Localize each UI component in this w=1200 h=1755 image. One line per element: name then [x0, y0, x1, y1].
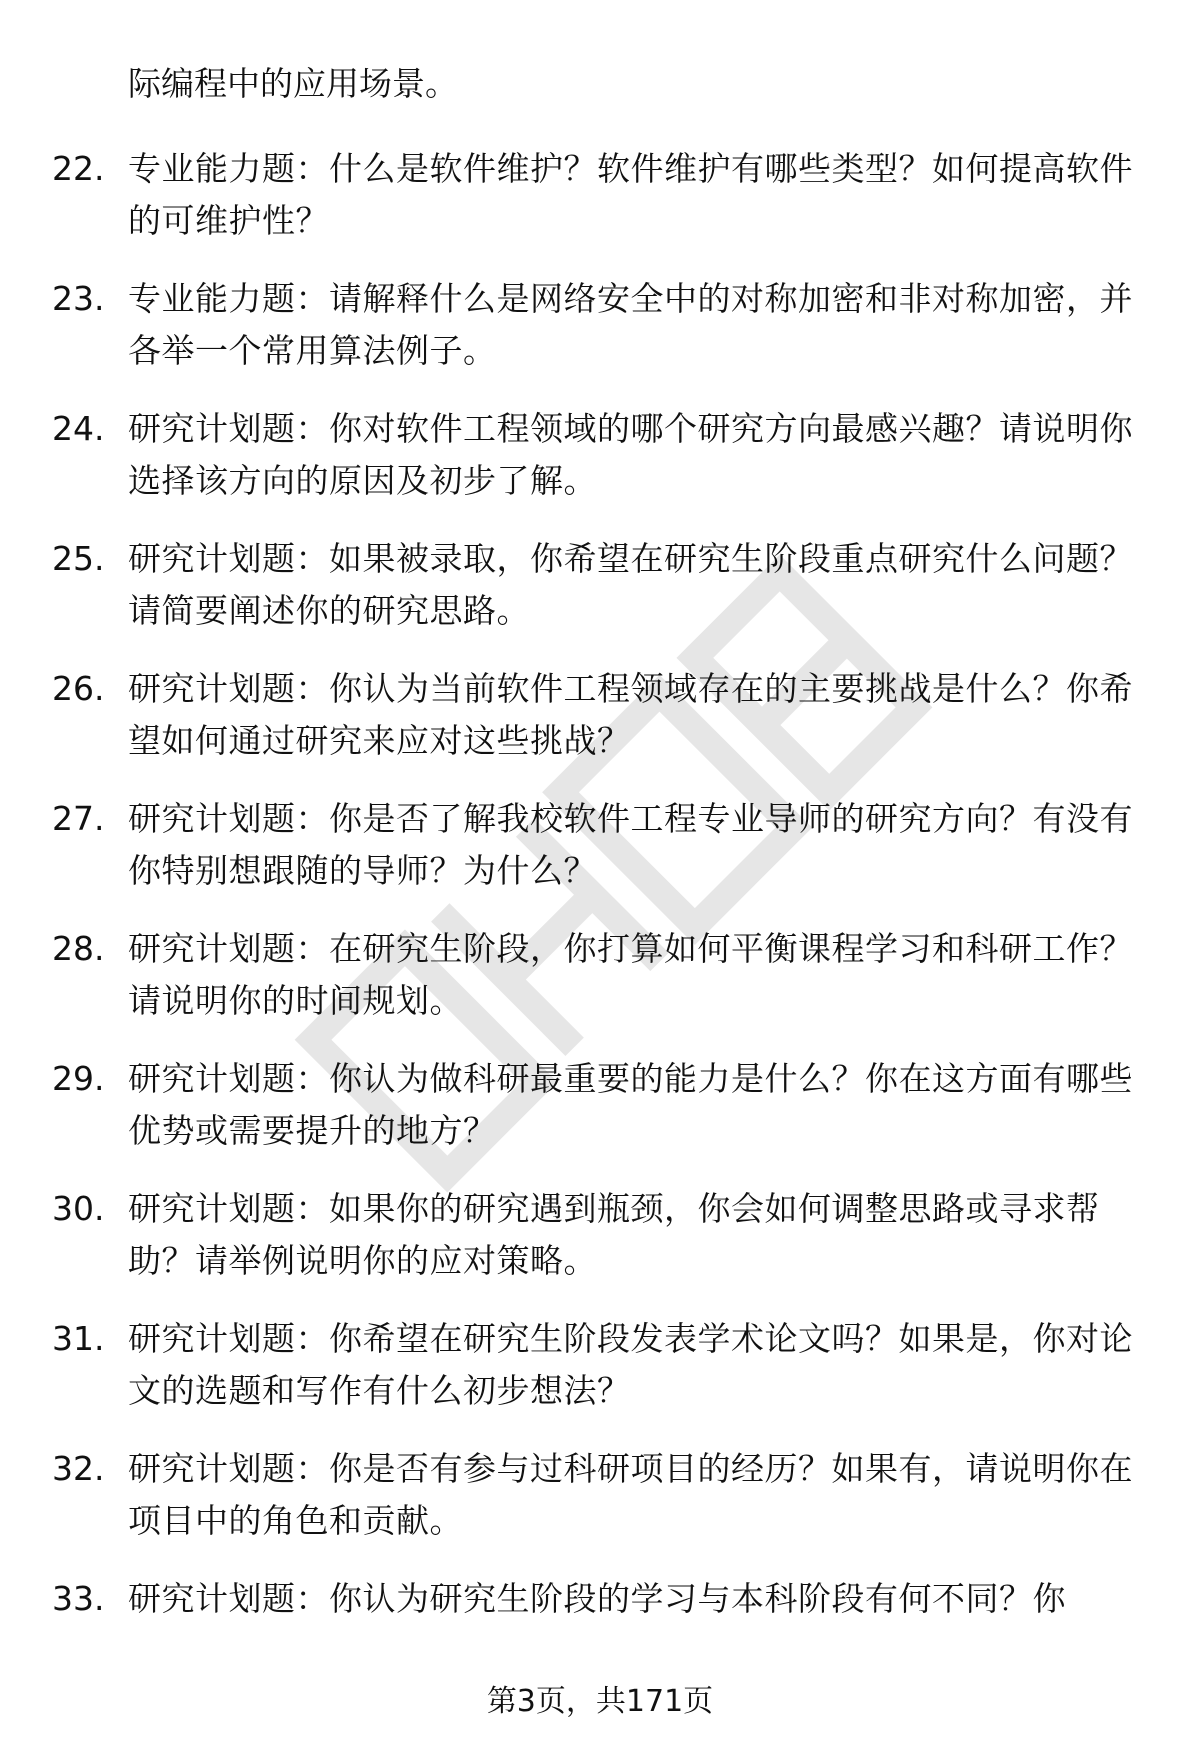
- question-number: 23.: [52, 279, 105, 318]
- question-number: 33.: [52, 1579, 105, 1618]
- question-item: [0, 1053, 1200, 1183]
- question-number: 26.: [52, 669, 105, 708]
- question-item: [0, 663, 1200, 793]
- question-number: 31.: [52, 1319, 105, 1358]
- question-item: [0, 923, 1200, 1053]
- question-number: 28.: [52, 929, 105, 968]
- question-list: [0, 143, 1200, 1703]
- question-number: 32.: [52, 1449, 105, 1488]
- question-text: 研究计划题：如果你的研究遇到瓶颈，你会如何调整思路或寻求帮助？请举例说明你的应对策略。: [128, 1189, 1100, 1280]
- question-number: 30.: [52, 1189, 105, 1228]
- question-item: [0, 533, 1200, 663]
- question-text: 研究计划题：你认为当前软件工程领域存在的主要挑战是什么？你希望如何通过研究来应对这些挑战？: [128, 669, 1133, 760]
- question-text: 研究计划题：你是否了解我校软件工程专业导师的研究方向？有没有你特别想跟随的导师？为什么？: [128, 799, 1133, 890]
- question-text: 研究计划题：你是否有参与过科研项目的经历？如果有，请说明你在项目中的角色和贡献。: [128, 1449, 1133, 1540]
- question-number: 29.: [52, 1059, 105, 1098]
- continuation-text: 际编程中的应用场景。: [128, 64, 458, 103]
- question-number: 27.: [52, 799, 105, 838]
- question-item: [0, 273, 1200, 403]
- question-number: 24.: [52, 409, 105, 448]
- question-text: 研究计划题：如果被录取，你希望在研究生阶段重点研究什么问题？请简要阐述你的研究思路。: [128, 539, 1133, 630]
- question-number: 25.: [52, 539, 105, 578]
- question-text: 研究计划题：你认为研究生阶段的学习与本科阶段有何不同？你: [128, 1579, 1066, 1618]
- question-text: 专业能力题：什么是软件维护？软件维护有哪些类型？如何提高软件的可维护性？: [128, 149, 1133, 240]
- page-footer: 第3页，共171页: [486, 1684, 714, 1719]
- question-item: [0, 403, 1200, 533]
- question-text: 研究计划题：你对软件工程领域的哪个研究方向最感兴趣？请说明你选择该方向的原因及初步了解。: [128, 409, 1133, 500]
- question-text: 研究计划题：在研究生阶段，你打算如何平衡课程学习和科研工作？请说明你的时间规划。: [128, 929, 1133, 1020]
- question-text: 研究计划题：你认为做科研最重要的能力是什么？你在这方面有哪些优势或需要提升的地方？: [128, 1059, 1133, 1150]
- question-number: 22.: [52, 149, 105, 188]
- question-item: [0, 1313, 1200, 1443]
- question-item: [0, 1183, 1200, 1313]
- question-item: [0, 143, 1200, 273]
- question-text: 专业能力题：请解释什么是网络安全中的对称加密和非对称加密，并各举一个常用算法例子。: [128, 279, 1133, 370]
- question-item: [0, 1443, 1200, 1573]
- question-text: 研究计划题：你希望在研究生阶段发表学术论文吗？如果是，你对论文的选题和写作有什么初步想法？: [128, 1319, 1133, 1410]
- question-item: [0, 793, 1200, 923]
